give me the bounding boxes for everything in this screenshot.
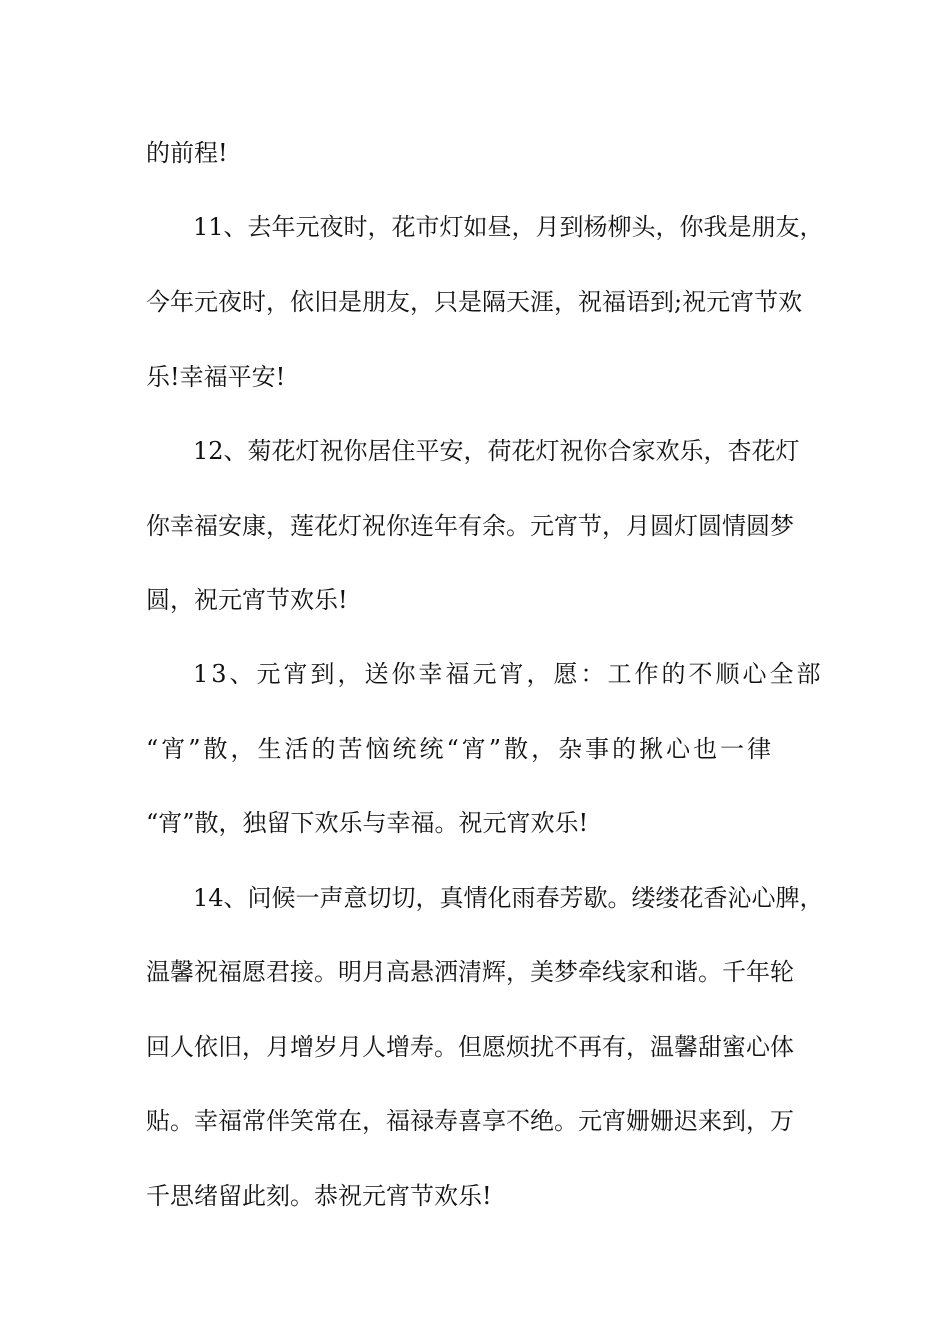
paragraph-14-line-4: 贴。幸福常伴笑常在，福禄寿喜享不绝。元宵姗姗迟来到，万 [146, 1107, 794, 1135]
text-line: 的前程! [146, 139, 228, 167]
paragraph-13-line-1: 13、元宵到，送你幸福元宵，愿：工作的不顺心全部 [193, 660, 824, 688]
paragraph-14-line-5: 千思绪留此刻。恭祝元宵节欢乐! [146, 1182, 492, 1210]
paragraph-14-line-1: 14、问候一声意切切，真情化雨春芳歇。缕缕花香沁心脾， [193, 884, 824, 912]
paragraph-11-line-3: 乐!幸福平安! [146, 363, 286, 391]
paragraph-11-line-1: 11、去年元夜时，花市灯如昼，月到杨柳头，你我是朋友， [193, 213, 824, 241]
paragraph-13-line-3: “宵”散，独留下欢乐与幸福。祝元宵欢乐! [146, 809, 589, 837]
paragraph-13-line-2: “宵”散，生活的苦恼统统“宵”散，杂事的揪心也一律 [146, 735, 775, 763]
paragraph-12-line-2: 你幸福安康，莲花灯祝你连年有余。元宵节，月圆灯圆情圆梦 [146, 512, 794, 540]
paragraph-12-line-3: 圆，祝元宵节欢乐! [146, 586, 348, 614]
paragraph-11-line-2: 今年元夜时，依旧是朋友，只是隔天涯，祝福语到;祝元宵节欢 [146, 288, 803, 316]
paragraph-14-line-3: 回人依旧，月增岁月人增寿。但愿烦扰不再有，温馨甜蜜心体 [146, 1033, 794, 1061]
paragraph-14-line-2: 温馨祝福愿君接。明月高悬洒清辉，美梦牵线家和谐。千年轮 [146, 958, 794, 986]
paragraph-12-line-1: 12、菊花灯祝你居住平安，荷花灯祝你合家欢乐，杏花灯 [193, 437, 800, 465]
